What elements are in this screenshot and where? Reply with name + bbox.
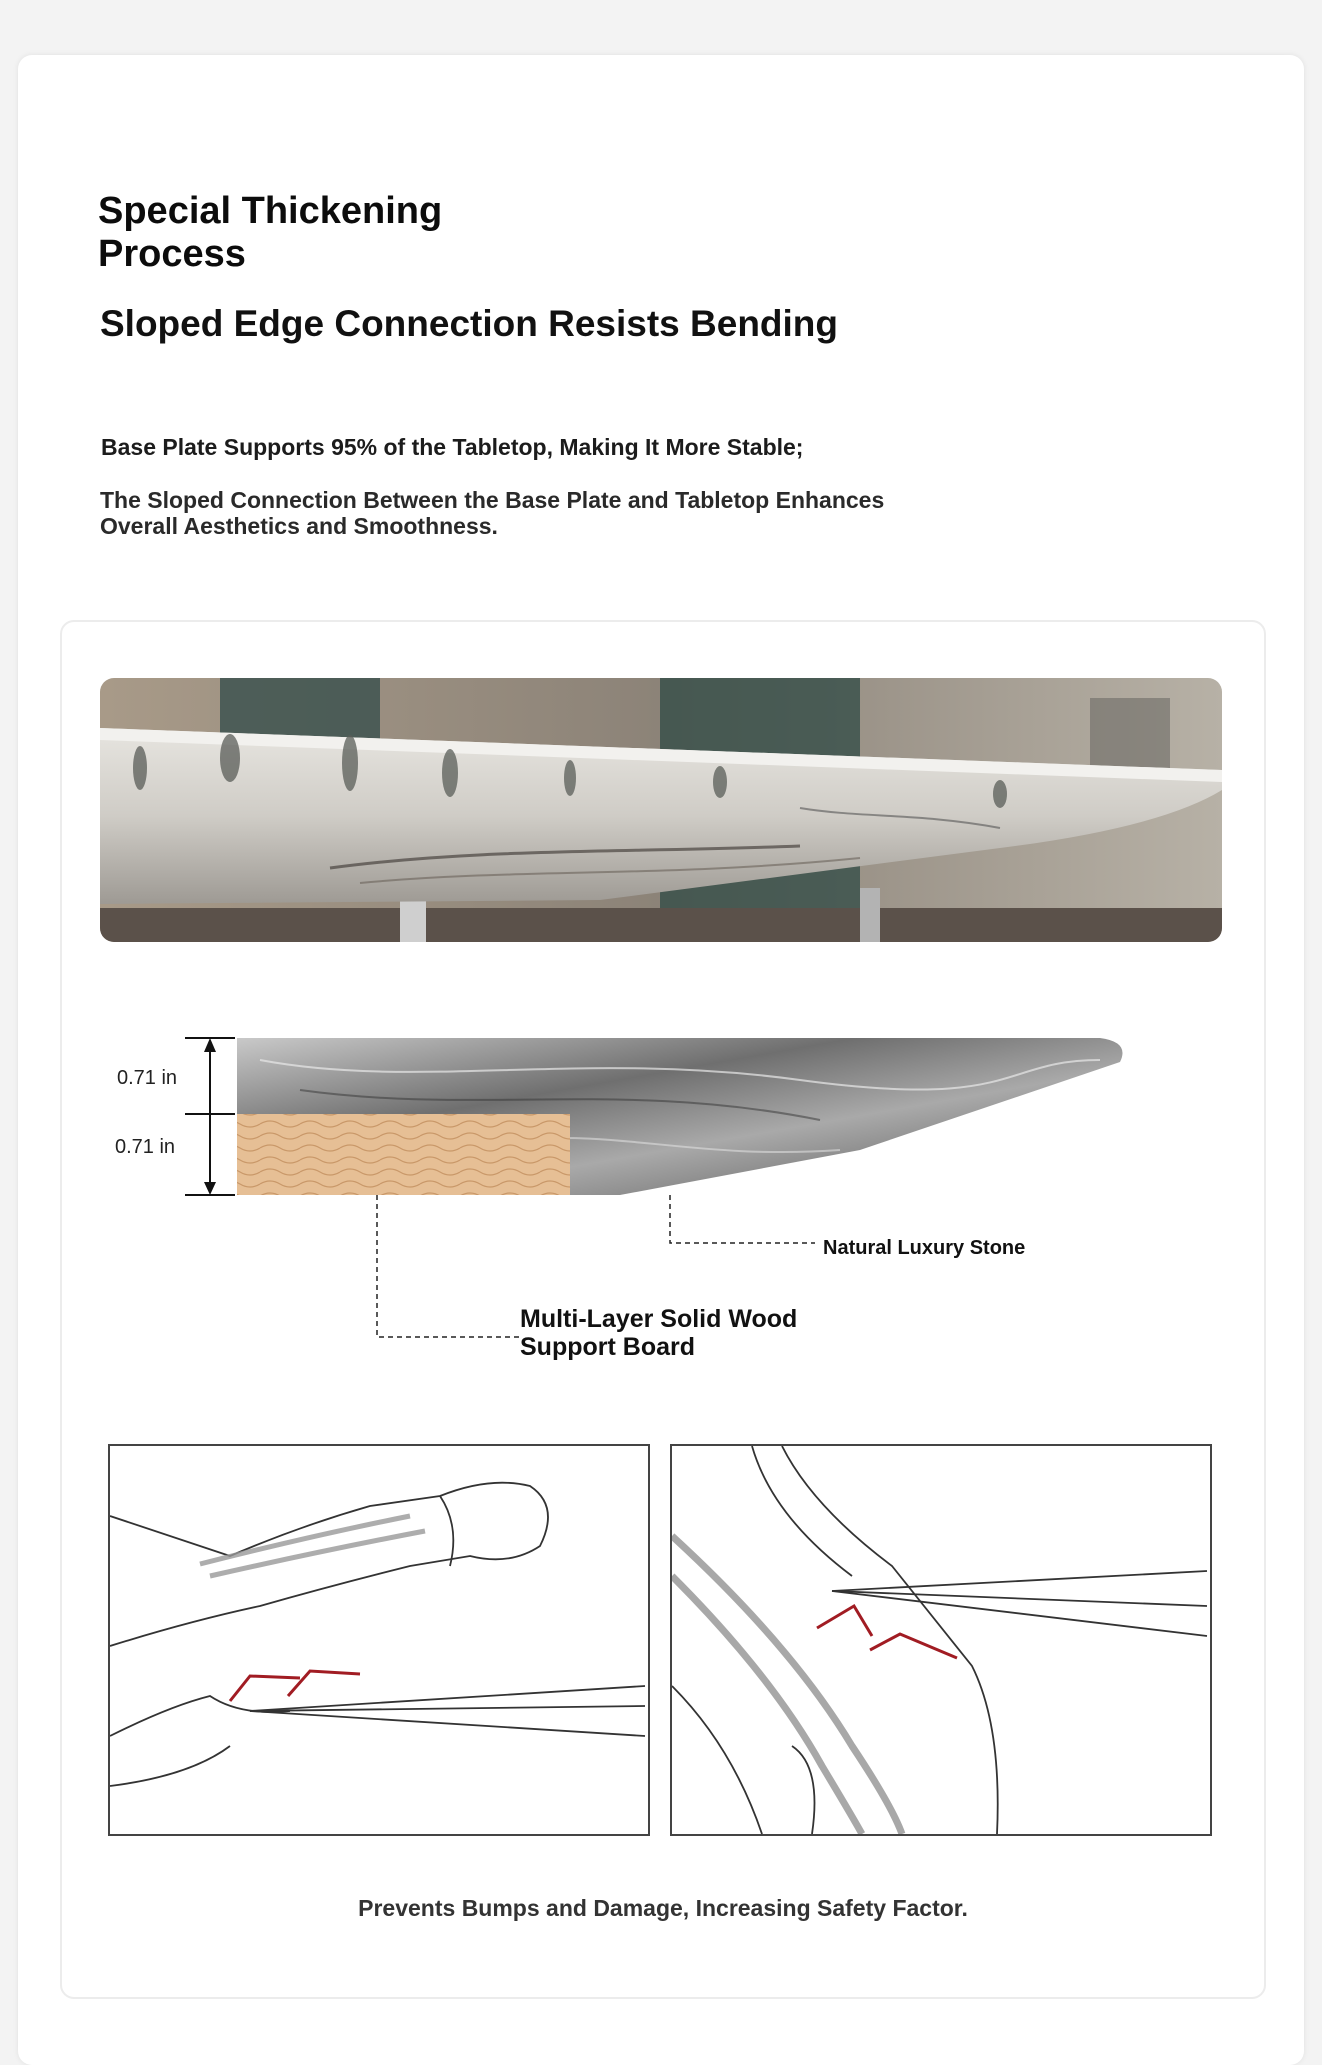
tabletop-edge-photo — [100, 678, 1222, 942]
thigh-bump-sketch — [670, 1444, 1212, 1836]
caption-text: Prevents Bumps and Damage, Increasing Safety Factor. — [358, 1895, 968, 1921]
wood-board — [237, 1114, 570, 1195]
forearm-bump-sketch — [108, 1444, 650, 1836]
thigh-sketch-icon — [672, 1446, 1210, 1834]
page-title: Special Thickening Process — [98, 190, 443, 275]
forearm-sketch-icon — [110, 1446, 648, 1834]
feature-text: Base Plate Supports 95% of the Tabletop, Making It More Stable; — [101, 434, 804, 460]
wood-callout: Multi-Layer Solid Wood Support Board — [520, 1305, 798, 1361]
feature-text: The Sloped Connection Between the Base Plate and Tabletop Enhances Overall Aesthetics and Smoothness. — [100, 487, 885, 539]
page-subtitle: Sloped Edge Connection Resists Bending — [100, 303, 839, 344]
marble-tabletop-image — [100, 678, 1222, 942]
bottom-thickness-label: 0.71 in — [115, 1136, 176, 1158]
top-thickness-label: 0.71 in — [117, 1067, 178, 1089]
stone-callout: Natural Luxury Stone — [823, 1237, 1026, 1259]
